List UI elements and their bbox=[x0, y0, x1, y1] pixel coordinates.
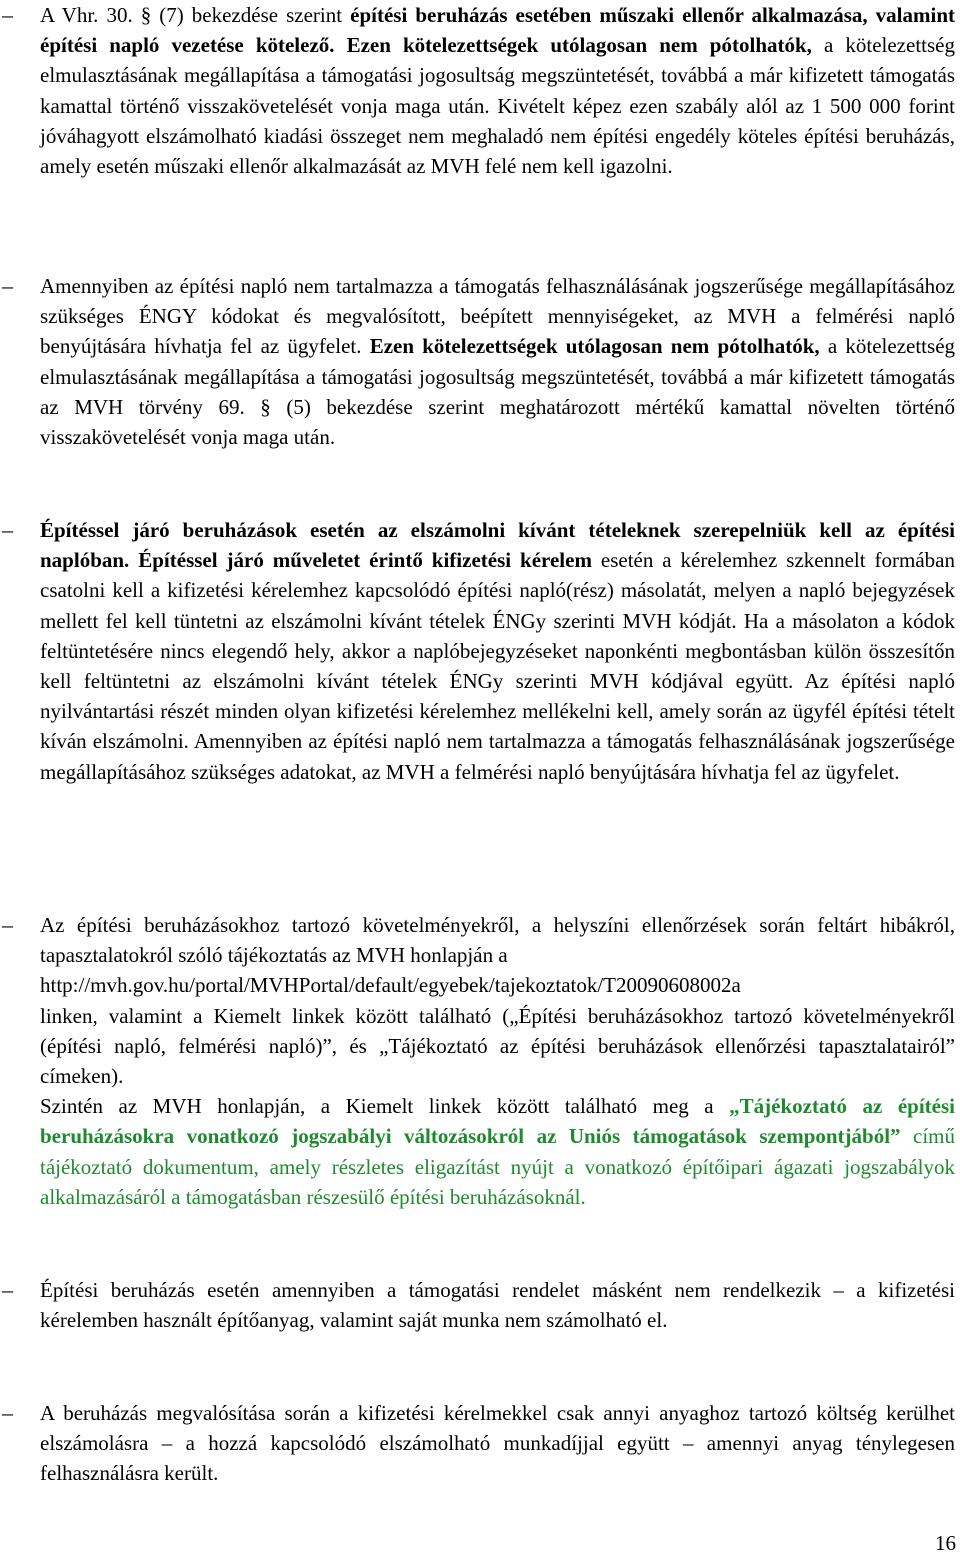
bullet-dash: – bbox=[2, 912, 13, 937]
text-run: A Vhr. 30. § (7) bekezdése szerint bbox=[40, 3, 351, 27]
paragraph-text bbox=[40, 271, 955, 452]
paragraph-text bbox=[40, 0, 955, 181]
text-run: esetén a kérelemhez szkennelt formában csatolni kell a kifizetési kérelemhez kapcsolódó építési napló(rész) másolatát, melyen a napló bejegyzések mellett fel kell tüntetni az elszámolni kívánt tételek ÉNGy szerinti MVH kódját. Ha a másolaton a kódok feltüntetésére nincs elegendő hely, akkor a naplóbejegyzéseket naponkénti megbontásban külön összesítőn kell feltüntetni az elszámolni kívánt tételek ÉNGy szerinti MVH kódjával együtt. Az építési napló nyilvántartási részét minden olyan kifizetési kérelemhez mellékelni kell, amely során az ügyfél építési tételt kíván elszámolni. Amennyiben az építési napló nem tartalmazza a támogatás felhasználásának jogszerűsége megállapításához szükséges adatokat, az MVH a felmérési napló benyújtására hívhatja fel az ügyfelet. bbox=[40, 548, 955, 784]
paragraph-text bbox=[40, 515, 955, 787]
text-run: a kötelezettség elmulasztásának megállapítása a támogatási jogosultság megszüntetését, továbbá a már kifizetett támogatás kamattal történő visszakövetelését vonja maga után. Kivételt képez ezen szabály alól az 1 500 000 forint jóváhagyott elszámolható kiadási összeget nem meghaladó nem építési engedély köteles építési beruházás, amely esetén műszaki ellenőr alkalmazását az MVH felé nem kell igazolni. bbox=[40, 33, 955, 179]
paragraph-text bbox=[40, 910, 955, 1212]
bullet-dash: – bbox=[2, 1400, 13, 1425]
bullet-dash: – bbox=[2, 1277, 13, 1302]
green-text-run: című tájékoztató dokumentum, amely részletes eligazítást nyújt a vonatkozó építőipari ágazati jogszabályok alkalmazásáról a támogatásban részesülő építési beruházásoknál. bbox=[40, 1124, 955, 1209]
text-run: Amennyiben az építési napló nem tartalmazza a támogatás felhasználásának jogszerűsége megállapításához szükséges ÉNGY kódokat és megvalósított, beépített mennyiségeket, az MVH a felmérési napló benyújtására hívhatja fel az ügyfelet. bbox=[40, 274, 955, 359]
text-run: A beruházás megvalósítása során a kifizetési kérelmekkel csak annyi anyaghoz tartozó költség kerülhet elszámolásra – a hozzá kapcsolódó elszámolható munkadíjjal együtt – amennyi anyag ténylegesen felhasználásra került. bbox=[40, 1401, 955, 1486]
paragraph-text bbox=[40, 1275, 955, 1335]
text-run: Szintén az MVH honlapján, a Kiemelt linkek között található meg a bbox=[40, 1094, 730, 1119]
green-document-title: „Tájékoztató az építési beruházásokra vonatkozó jogszabályi változásokról az Uniós támogatások szempontjából” bbox=[40, 1094, 955, 1149]
mvh-link[interactable]: http://mvh.gov.hu/portal/MVHPortal/default/egyebek/tajekoztatok/T20090608002a bbox=[40, 973, 741, 998]
page-number: 16 bbox=[935, 1531, 956, 1555]
bold-run: Ezen kötelezettségek utólagosan nem pótolhatók, bbox=[369, 334, 820, 359]
bullet-dash: – bbox=[2, 2, 13, 27]
paragraph-text bbox=[40, 1398, 955, 1489]
text-run: Építési beruházás esetén amennyiben a támogatási rendelet másként nem rendelkezik – a kifizetési kérelemben használt építőanyag, valamint saját munka nem számolható el. bbox=[40, 1278, 955, 1333]
text-run: linken, valamint a Kiemelt linkek között található („Építési beruházásokhoz tartozó követelményekről (építési napló, felmérési napló)”, és „Tájékoztató az építési beruházások ellenőrzési tapasztalatairól” címeken). bbox=[40, 1003, 955, 1089]
bullet-dash: – bbox=[2, 517, 13, 542]
bold-run: építési beruházás esetében műszaki ellenőr alkalmazása, valamint építési napló vezetése kötelező. Ezen kötelezettségek utólagosan nem pótolhatók, bbox=[40, 3, 955, 58]
bullet-dash: – bbox=[2, 273, 13, 298]
bold-run: Építéssel járó beruházások esetén az elszámolni kívánt tételeknek szerepelniük kell az építési naplóban. Építéssel járó műveletet érintő kifizetési kérelem bbox=[40, 518, 955, 573]
text-run: Az építési beruházásokhoz tartozó követelményekről, a helyszíni ellenőrzések során feltárt hibákról, tapasztalatokról szóló tájékoztatás az MVH honlapján a bbox=[40, 913, 955, 968]
text-run: a kötelezettség elmulasztásának megállapítása a támogatási jogosultság megszüntetését, továbbá a már kifizetett támogatás az MVH törvény 69. § (5) bekezdése szerint meghatározott mértékű kamattal növelten történő visszakövetelését vonja maga után. bbox=[40, 334, 956, 450]
